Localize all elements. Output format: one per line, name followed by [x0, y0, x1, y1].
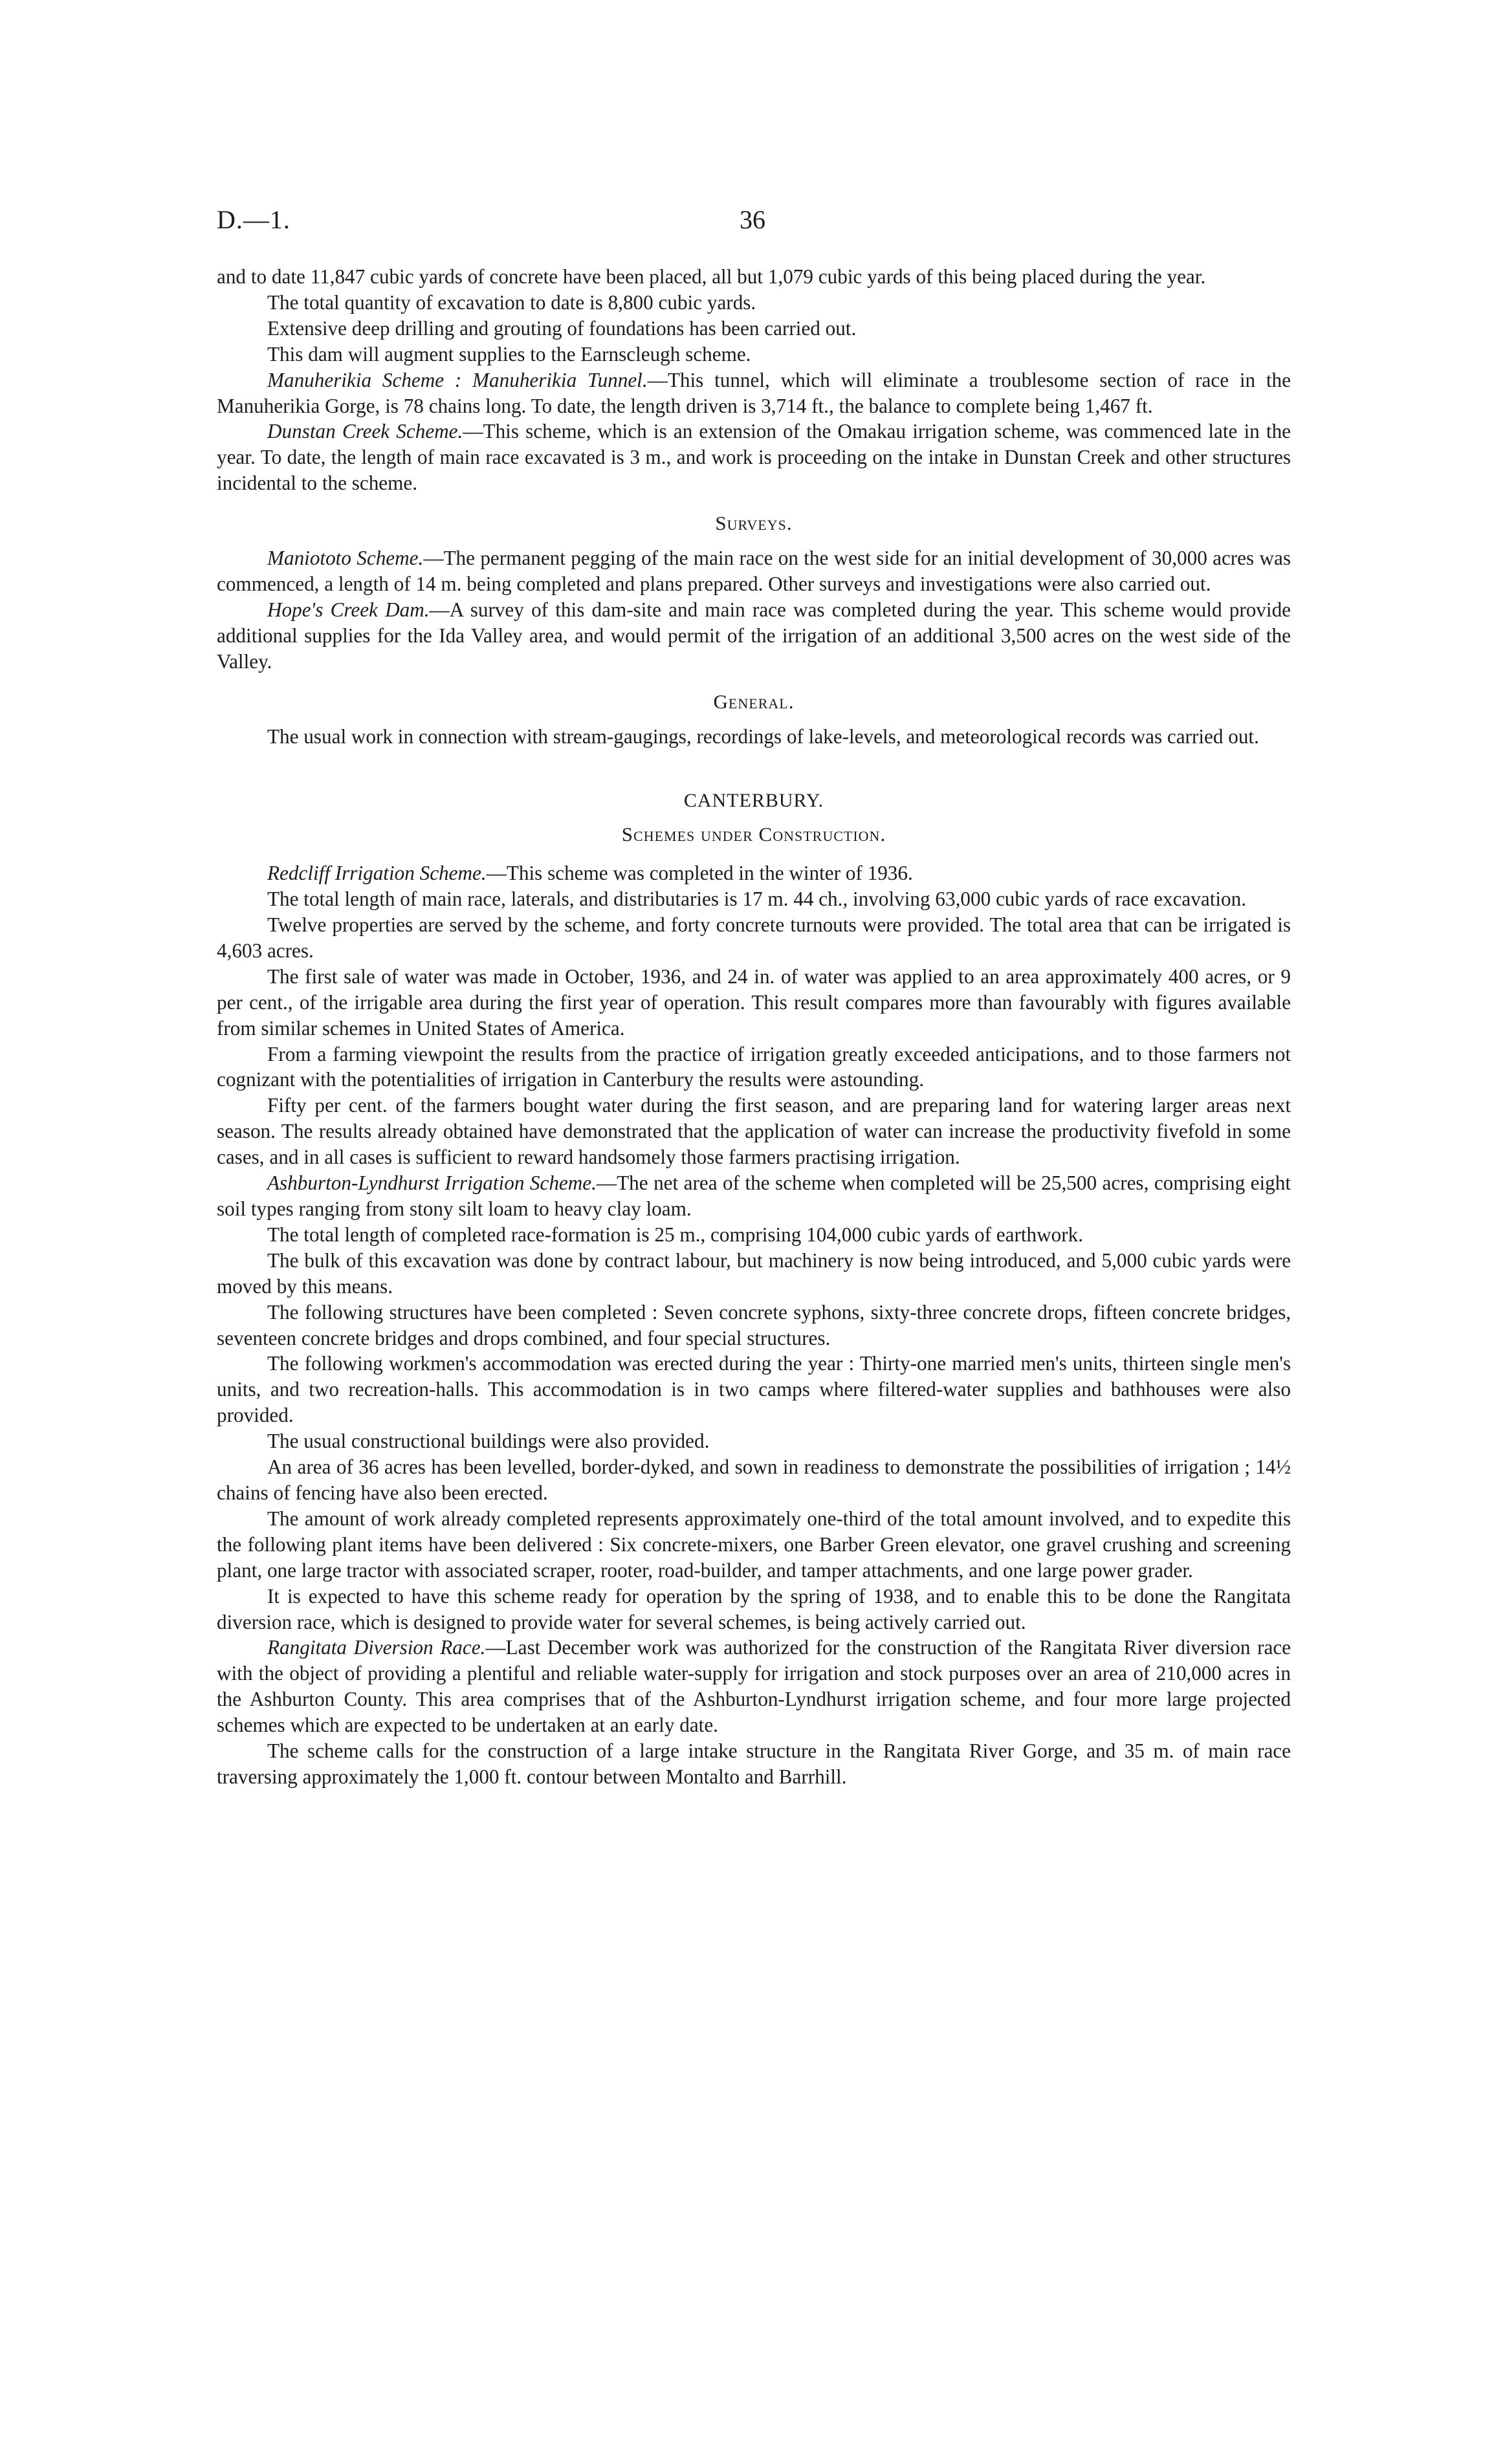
- paragraph: The amount of work already completed represents approximately one-third of the total amount involved, and to expedite this the following plant items have been delivered : Six concrete-mixers, one Barber Green elevator, one gravel crushing and screening plant, one large tractor with associated scraper, rooter, road-builder, and tamper attachments, and one large power grader.: [217, 1507, 1291, 1582]
- paragraph: The total length of main race, laterals, and distributaries is 17 m. 44 ch., involving 63,000 cubic yards of race excavation.: [267, 888, 1247, 911]
- paragraph: The usual work in connection with stream-gaugings, recordings of lake-levels, and meteorological records was carried out.: [267, 725, 1259, 748]
- paragraph: Rangitata Diversion Race.—Last December work was authorized for the construction of the Rangitata River diversion race with the object of providing a plentiful and reliable water-supply for irrigation and stock purposes over an area of 210,000 acres in the Ashburton County. This area comprises that of the Ashburton-Lyndhurst irrigation scheme, and four more large projected schemes which are expected to be undertaken at an early date.: [217, 1636, 1291, 1737]
- paragraph: The scheme calls for the construction of a large intake structure in the Rangitata River Gorge, and 35 m. of main race traversing approximately the 1,000 ft. contour between Montalto and Barrhill.: [217, 1739, 1291, 1788]
- paragraph: The following structures have been completed : Seven concrete syphons, sixty-three concrete drops, fifteen concrete bridges, seventeen concrete bridges and drops combined, and four special structures.: [217, 1300, 1291, 1349]
- paragraph: The first sale of water was made in October, 1936, and 24 in. of water was applied to an area approximately 400 acres, or 9 per cent., of the irrigable area during the first year of operation. This result compares more than favourably with figures available from similar schemes in United States of America.: [217, 965, 1291, 1040]
- document-reference: D.—1.: [217, 205, 291, 234]
- paragraph-lead: Redcliff Irrigation Scheme.: [267, 862, 487, 885]
- section-heading-general: General.: [713, 690, 795, 713]
- paragraph-lead: Hope's Creek Dam.: [267, 598, 430, 621]
- paragraph: Redcliff Irrigation Scheme.—This scheme was completed in the winter of 1936.: [267, 862, 913, 885]
- paragraph: It is expected to have this scheme ready for operation by the spring of 1938, and to enable this to be done the Rangitata diversion race, which is designed to provide water for several schemes, is being actively carried out.: [217, 1584, 1291, 1633]
- paragraph-lead: Manuherikia Scheme : Manuherikia Tunnel.: [267, 368, 648, 391]
- paragraph: Ashburton-Lyndhurst Irrigation Scheme.—The net area of the scheme when completed will be 25,500 acres, comprising eight soil types ranging from stony silt loam to heavy clay loam.: [217, 1172, 1291, 1220]
- body-text: [217, 264, 1291, 1790]
- paragraph: Dunstan Creek Scheme.—This scheme, which is an extension of the Omakau irrigation scheme, was commenced late in the year. To date, the length of main race excavated is 3 m., and work is proceeding on the intake in Dunstan Creek and other structures incidental to the scheme.: [217, 420, 1291, 495]
- paragraph: The total quantity of excavation to date is 8,800 cubic yards.: [267, 290, 756, 314]
- paragraph: Manuherikia Scheme : Manuherikia Tunnel.—This tunnel, which will eliminate a troublesome section of race in the Manuherikia Gorge, is 78 chains long. To date, the length driven is 3,714 ft., the balance to complete being 1,467 ft.: [217, 368, 1291, 417]
- paragraph: Maniototo Scheme.—The permanent pegging of the main race on the west side for an initial development of 30,000 acres was commenced, a length of 14 m. being completed and plans prepared. Other surveys and investigations were also carried out.: [217, 547, 1291, 595]
- paragraph: From a farming viewpoint the results from the practice of irrigation greatly exceeded anticipations, and to those farmers not cognizant with the potentialities of irrigation in Canterbury the results were astounding.: [217, 1042, 1291, 1091]
- paragraph: Hope's Creek Dam.—A survey of this dam-site and main race was completed during the year. This scheme would provide additional supplies for the Ida Valley area, and would permit of the irrigation of an additional 3,500 acres on the west side of the Valley.: [217, 598, 1291, 673]
- page-header: [217, 204, 1288, 243]
- paragraph: The usual constructional buildings were also provided.: [267, 1430, 710, 1453]
- paragraph-lead: Maniototo Scheme.: [267, 547, 424, 570]
- paragraph: This dam will augment supplies to the Earnscleugh scheme.: [267, 342, 751, 365]
- paragraph-lead: Dunstan Creek Scheme.: [267, 420, 463, 443]
- paragraph: An area of 36 acres has been levelled, border-dyked, and sown in readiness to demonstrate the possibilities of irrigation ; 14½ chains of fencing have also been erected.: [217, 1456, 1291, 1504]
- paragraph-lead: Rangitata Diversion Race.: [267, 1636, 486, 1659]
- paragraph-lead: Ashburton-Lyndhurst Irrigation Scheme.: [267, 1172, 597, 1195]
- paragraph: The bulk of this excavation was done by contract labour, but machinery is now being introduced, and 5,000 cubic yards were moved by this means.: [217, 1248, 1291, 1298]
- paragraph: Twelve properties are served by the scheme, and forty concrete turnouts were provided. The total area that can be irrigated is 4,603 acres.: [217, 913, 1291, 962]
- page-number: 36: [740, 205, 765, 234]
- subsection-heading-schemes: Schemes under Construction.: [621, 823, 886, 846]
- section-heading-canterbury: CANTERBURY.: [683, 790, 824, 812]
- section-heading-surveys: Surveys.: [715, 512, 793, 535]
- paragraph: Fifty per cent. of the farmers bought water during the first season, and are preparing land for watering larger areas next season. The results already obtained have demonstrated that the application of water can increase the productivity fivefold in some cases, and in all cases is sufficient to reward handsomely those farmers practising irrigation.: [217, 1094, 1291, 1169]
- paragraph: and to date 11,847 cubic yards of concrete have been placed, all but 1,079 cubic yards of this being placed during the year.: [217, 265, 1206, 288]
- paragraph: The total length of completed race-formation is 25 m., comprising 104,000 cubic yards of earthwork.: [267, 1223, 1084, 1246]
- paragraph: The following workmen's accommodation was erected during the year : Thirty-one married men's units, thirteen single men's units, and two recreation-halls. This accommodation is in two camps where filtered-water supplies and bathhouses were also provided.: [217, 1352, 1291, 1427]
- paragraph: Extensive deep drilling and grouting of foundations has been carried out.: [267, 316, 857, 340]
